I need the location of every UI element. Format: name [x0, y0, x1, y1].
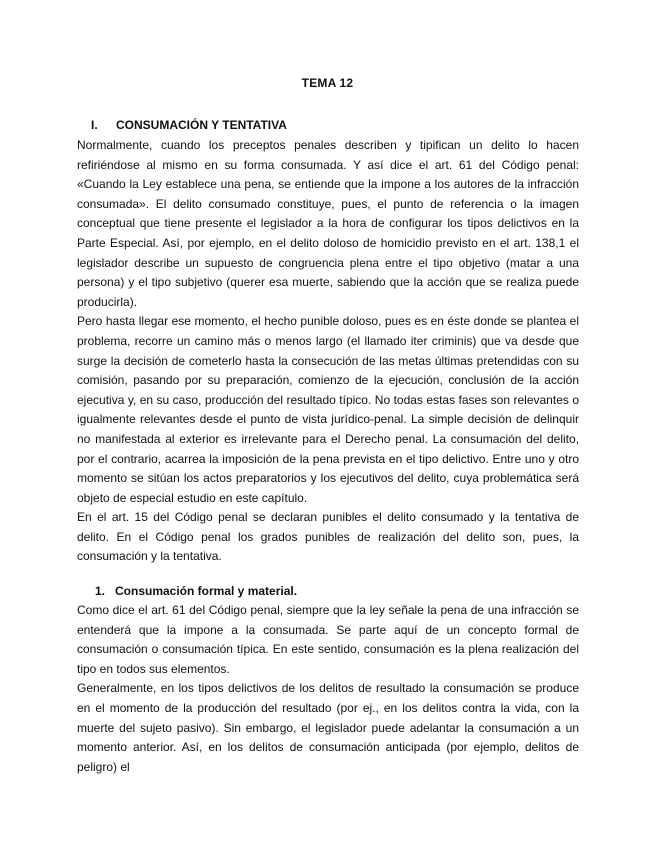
subsection-body — [77, 601, 579, 777]
paragraph: En el art. 15 del Código penal se declaran punibles el delito consumado y la tentativa de delito. En el Código penal los grados punibles de realización del delito son, pues, la consumación y la tentativa. — [77, 510, 579, 564]
section-title: CONSUMACIÓN Y TENTATIVA — [116, 118, 287, 132]
paragraph: Normalmente, cuando los preceptos penales describen y tipifican un delito lo hacen refiriéndose al mismo en su forma consumada. Y así dice el art. 61 del Código penal: «Cuando la Ley establece una pena, se entiende que la impone a los autores de la infracción consumada». El delito consumado constituye, pues, el punto de referencia o la imagen conceptual que tiene presente el legislador a la hora de configurar los tipos delictivos en la Parte Especial. Así, por ejemplo, en el delito doloso de homicidio previsto en el art. 138,1 el legislador describe un supuesto de congruencia plena entre el tipo objetivo (matar a una persona) y el tipo subjetivo (querer esa muerte, sabiendo que la acción que se realiza puede producirla). — [77, 138, 579, 309]
subsection-heading — [95, 584, 297, 598]
subsection-title: Consumación formal y material. — [115, 584, 298, 598]
paragraph: Generalmente, en los tipos delictivos de los delitos de resultado la consumación se produce en el momento de la producción del resultado (por ej., en los delitos contra la vida, con la muerte del sujeto pasivo). Sin embargo, el legislador puede adelantar la consumación a un momento anterior. Así, en los delitos de consumación anticipada (por ejemplo, delitos de peligro) el — [77, 681, 579, 774]
section-body — [77, 136, 579, 567]
section-heading — [91, 118, 287, 132]
subsection-number: 1. — [95, 584, 106, 598]
section-number: I. — [91, 118, 98, 132]
page-title: TEMA 12 — [301, 76, 354, 90]
paragraph: Como dice el art. 61 del Código penal, siempre que la ley señale la pena de una infracción se entenderá que la impone a la consumada. Se parte aquí de un concepto formal de consumación o consumación típica. En este sentido, consumación es la plena realización del tipo en todos sus elementos. — [77, 603, 579, 676]
paragraph: Pero hasta llegar ese momento, el hecho punible doloso, pues es en éste donde se plantea el problema, recorre un camino más o menos largo (el llamado iter criminis) que va desde que surge la decisión de cometerlo hasta la consecución de las metas últimas pretendidas con su comisión, pasando por su preparación, comienzo de la ejecución, conclusión de la acción ejecutiva y, en su caso, producción del resultado típico. No todas estas fases son relevantes o igualmente relevantes desde el punto de vista jurídico-penal. La simple decisión de delinquir no manifestada al exterior es irrelevante para el Derecho penal. La consumación del delito, por el contrario, acarrea la imposición de la pena prevista en el tipo delictivo. Entre uno y otro momento se sitúan los actos preparatorios y los ejecutivos del delito, cuya problemática será objeto de especial estudio en este capítulo. — [77, 314, 579, 505]
